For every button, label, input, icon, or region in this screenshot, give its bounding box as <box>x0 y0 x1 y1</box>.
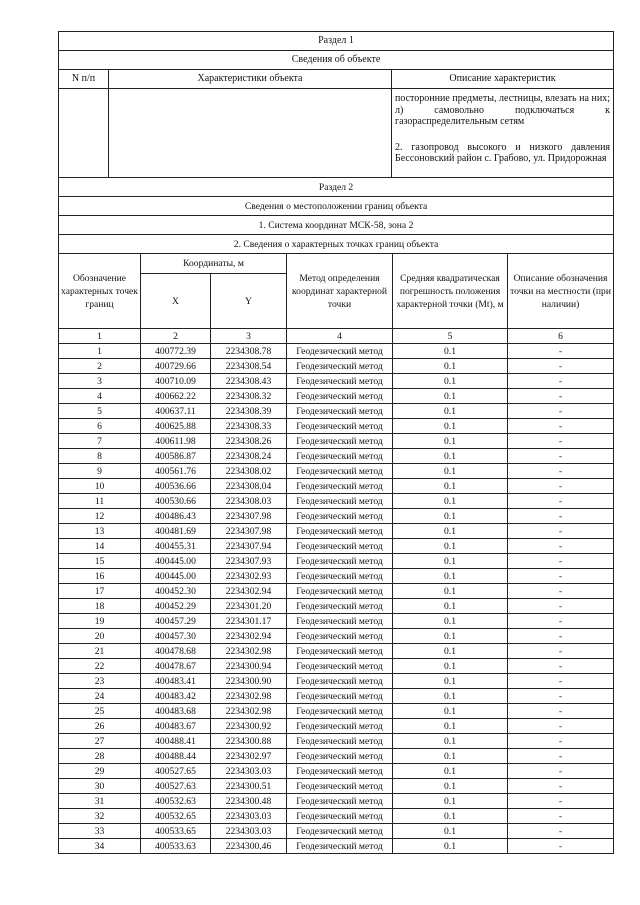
point-number: 2 <box>59 359 141 374</box>
x-coordinate: 400483.42 <box>141 689 211 704</box>
x-coordinate: 400532.63 <box>141 794 211 809</box>
table-row <box>59 779 614 794</box>
y-coordinate: 2234302.98 <box>211 704 287 719</box>
error-value: 0.1 <box>393 644 508 659</box>
point-description: - <box>508 419 614 434</box>
y-coordinate: 2234302.94 <box>211 629 287 644</box>
error-value: 0.1 <box>393 794 508 809</box>
section1-title-row <box>59 32 614 51</box>
y-coordinate: 2234301.20 <box>211 599 287 614</box>
x-coordinate: 400445.00 <box>141 554 211 569</box>
table-row <box>59 569 614 584</box>
error-value: 0.1 <box>393 539 508 554</box>
point-number: 33 <box>59 824 141 839</box>
method-value: Геодезический метод <box>287 419 393 434</box>
error-value: 0.1 <box>393 449 508 464</box>
error-value: 0.1 <box>393 674 508 689</box>
x-coordinate: 400481.69 <box>141 524 211 539</box>
table-row <box>59 659 614 674</box>
table-row <box>59 449 614 464</box>
error-value: 0.1 <box>393 524 508 539</box>
point-number: 30 <box>59 779 141 794</box>
points-table-body <box>59 344 614 854</box>
table-row <box>59 674 614 689</box>
y-coordinate: 2234303.03 <box>211 809 287 824</box>
point-number: 5 <box>59 404 141 419</box>
table-row <box>59 689 614 704</box>
point-number: 16 <box>59 569 141 584</box>
section1-subtitle-row <box>59 51 614 70</box>
error-value: 0.1 <box>393 404 508 419</box>
method-value: Геодезический метод <box>287 539 393 554</box>
point-number: 23 <box>59 674 141 689</box>
method-value: Геодезический метод <box>287 809 393 824</box>
point-number: 13 <box>59 524 141 539</box>
table-row <box>59 629 614 644</box>
point-description: - <box>508 629 614 644</box>
method-value: Геодезический метод <box>287 374 393 389</box>
error-value: 0.1 <box>393 554 508 569</box>
error-value: 0.1 <box>393 434 508 449</box>
error-value: 0.1 <box>393 764 508 779</box>
y-coordinate: 2234303.03 <box>211 764 287 779</box>
x-header: X <box>141 274 211 329</box>
col-characteristics-header: Характеристики объекта <box>109 70 392 89</box>
x-coordinate: 400457.30 <box>141 629 211 644</box>
point-description: - <box>508 809 614 824</box>
table-row <box>59 389 614 404</box>
point-description: - <box>508 794 614 809</box>
error-value: 0.1 <box>393 599 508 614</box>
y-coordinate: 2234300.94 <box>211 659 287 674</box>
table-row <box>59 644 614 659</box>
x-coordinate: 400527.65 <box>141 764 211 779</box>
method-value: Геодезический метод <box>287 509 393 524</box>
method-value: Геодезический метод <box>287 734 393 749</box>
x-coordinate: 400532.65 <box>141 809 211 824</box>
x-coordinate: 400455.31 <box>141 539 211 554</box>
point-number: 15 <box>59 554 141 569</box>
point-number: 11 <box>59 494 141 509</box>
column-number: 6 <box>508 329 614 344</box>
point-description: - <box>508 434 614 449</box>
section1-title: Раздел 1 <box>59 32 614 51</box>
point-description: - <box>508 464 614 479</box>
table-row <box>59 599 614 614</box>
empty-characteristics-cell <box>109 89 392 178</box>
point-number: 27 <box>59 734 141 749</box>
method-value: Геодезический метод <box>287 584 393 599</box>
point-number: 32 <box>59 809 141 824</box>
point-description: - <box>508 479 614 494</box>
point-number: 18 <box>59 599 141 614</box>
y-coordinate: 2234307.93 <box>211 554 287 569</box>
y-coordinate: 2234300.46 <box>211 839 287 854</box>
table-row <box>59 794 614 809</box>
y-coordinate: 2234308.26 <box>211 434 287 449</box>
point-description: - <box>508 719 614 734</box>
y-coordinate: 2234300.92 <box>211 719 287 734</box>
error-value: 0.1 <box>393 389 508 404</box>
x-coordinate: 400533.65 <box>141 824 211 839</box>
x-coordinate: 400445.00 <box>141 569 211 584</box>
point-number: 31 <box>59 794 141 809</box>
point-number: 20 <box>59 629 141 644</box>
point-number: 26 <box>59 719 141 734</box>
method-value: Геодезический метод <box>287 644 393 659</box>
point-number: 21 <box>59 644 141 659</box>
method-value: Геодезический метод <box>287 569 393 584</box>
point-description-header: Описание обозначения точки на местности (при наличии) <box>508 254 614 329</box>
point-number: 24 <box>59 689 141 704</box>
point-number: 7 <box>59 434 141 449</box>
y-coordinate: 2234308.02 <box>211 464 287 479</box>
table-row <box>59 554 614 569</box>
y-coordinate: 2234308.33 <box>211 419 287 434</box>
y-coordinate: 2234302.98 <box>211 644 287 659</box>
table-row <box>59 479 614 494</box>
error-value: 0.1 <box>393 824 508 839</box>
method-value: Геодезический метод <box>287 359 393 374</box>
method-value: Геодезический метод <box>287 434 393 449</box>
error-value: 0.1 <box>393 494 508 509</box>
point-description: - <box>508 524 614 539</box>
table-row <box>59 704 614 719</box>
x-coordinate: 400729.66 <box>141 359 211 374</box>
table-row <box>59 614 614 629</box>
method-value: Геодезический метод <box>287 344 393 359</box>
error-value: 0.1 <box>393 569 508 584</box>
x-coordinate: 400637.11 <box>141 404 211 419</box>
points-title: 2. Сведения о характерных точках границ объекта <box>59 235 614 254</box>
point-description: - <box>508 749 614 764</box>
x-coordinate: 400486.43 <box>141 509 211 524</box>
y-coordinate: 2234307.98 <box>211 509 287 524</box>
section1-subtitle: Сведения об объекте <box>59 51 614 70</box>
y-coordinate: 2234308.54 <box>211 359 287 374</box>
y-header: Y <box>211 274 287 329</box>
section2-title-row <box>59 178 614 197</box>
description-paragraph-1: посторонние предметы, лестницы, влезать на них; л) самовольно подключаться к газораспределительным сетям <box>395 93 611 127</box>
table-row <box>59 734 614 749</box>
point-description: - <box>508 839 614 854</box>
point-number: 22 <box>59 659 141 674</box>
table-row <box>59 359 614 374</box>
y-coordinate: 2234308.32 <box>211 389 287 404</box>
point-description: - <box>508 644 614 659</box>
x-coordinate: 400611.98 <box>141 434 211 449</box>
error-value: 0.1 <box>393 464 508 479</box>
section2-subtitle-row <box>59 197 614 216</box>
point-description: - <box>508 689 614 704</box>
method-value: Геодезический метод <box>287 479 393 494</box>
x-coordinate: 400533.63 <box>141 839 211 854</box>
section2-table <box>58 177 614 854</box>
section1-table <box>58 31 614 178</box>
error-value: 0.1 <box>393 749 508 764</box>
y-coordinate: 2234300.88 <box>211 734 287 749</box>
x-coordinate: 400625.88 <box>141 419 211 434</box>
column-number: 1 <box>59 329 141 344</box>
column-number: 5 <box>393 329 508 344</box>
error-value: 0.1 <box>393 614 508 629</box>
point-number: 19 <box>59 614 141 629</box>
method-value: Геодезический метод <box>287 464 393 479</box>
y-coordinate: 2234307.94 <box>211 539 287 554</box>
y-coordinate: 2234300.51 <box>211 779 287 794</box>
method-value: Геодезический метод <box>287 404 393 419</box>
method-value: Геодезический метод <box>287 389 393 404</box>
error-value: 0.1 <box>393 779 508 794</box>
table-row <box>59 749 614 764</box>
method-header: Метод определения координат характерной точки <box>287 254 393 329</box>
point-description: - <box>508 599 614 614</box>
table-row <box>59 374 614 389</box>
error-value: 0.1 <box>393 419 508 434</box>
method-value: Геодезический метод <box>287 779 393 794</box>
point-number: 10 <box>59 479 141 494</box>
y-coordinate: 2234301.17 <box>211 614 287 629</box>
column-number: 4 <box>287 329 393 344</box>
error-value: 0.1 <box>393 344 508 359</box>
x-coordinate: 400488.44 <box>141 749 211 764</box>
point-description: - <box>508 404 614 419</box>
table-row <box>59 509 614 524</box>
x-coordinate: 400530.66 <box>141 494 211 509</box>
empty-number-cell <box>59 89 109 178</box>
method-value: Геодезический метод <box>287 629 393 644</box>
method-value: Геодезический метод <box>287 599 393 614</box>
point-description: - <box>508 449 614 464</box>
x-coordinate: 400483.41 <box>141 674 211 689</box>
method-value: Геодезический метод <box>287 719 393 734</box>
method-value: Геодезический метод <box>287 614 393 629</box>
error-value: 0.1 <box>393 374 508 389</box>
error-value: 0.1 <box>393 734 508 749</box>
x-coordinate: 400488.41 <box>141 734 211 749</box>
y-coordinate: 2234302.94 <box>211 584 287 599</box>
error-value: 0.1 <box>393 509 508 524</box>
description-cell <box>392 89 614 178</box>
table-row <box>59 344 614 359</box>
table-row <box>59 404 614 419</box>
table-row <box>59 434 614 449</box>
y-coordinate: 2234302.98 <box>211 689 287 704</box>
point-description: - <box>508 584 614 599</box>
error-value: 0.1 <box>393 359 508 374</box>
method-value: Геодезический метод <box>287 749 393 764</box>
y-coordinate: 2234300.48 <box>211 794 287 809</box>
y-coordinate: 2234307.98 <box>211 524 287 539</box>
table-row <box>59 419 614 434</box>
method-value: Геодезический метод <box>287 704 393 719</box>
method-value: Геодезический метод <box>287 794 393 809</box>
y-coordinate: 2234308.39 <box>211 404 287 419</box>
section1-header-row <box>59 70 614 89</box>
point-description: - <box>508 539 614 554</box>
document-page <box>58 31 613 854</box>
point-number: 4 <box>59 389 141 404</box>
error-value: 0.1 <box>393 704 508 719</box>
table-row <box>59 764 614 779</box>
point-number: 14 <box>59 539 141 554</box>
y-coordinate: 2234308.24 <box>211 449 287 464</box>
point-number: 6 <box>59 419 141 434</box>
y-coordinate: 2234302.93 <box>211 569 287 584</box>
points-header-row-1 <box>59 254 614 274</box>
method-value: Геодезический метод <box>287 764 393 779</box>
x-coordinate: 400478.67 <box>141 659 211 674</box>
point-number: 17 <box>59 584 141 599</box>
point-number: 29 <box>59 764 141 779</box>
point-number: 28 <box>59 749 141 764</box>
table-row <box>59 524 614 539</box>
x-coordinate: 400478.68 <box>141 644 211 659</box>
point-description: - <box>508 554 614 569</box>
column-numbers-row <box>59 329 614 344</box>
point-description: - <box>508 704 614 719</box>
column-number: 2 <box>141 329 211 344</box>
table-row <box>59 839 614 854</box>
x-coordinate: 400536.66 <box>141 479 211 494</box>
table-row <box>59 824 614 839</box>
method-value: Геодезический метод <box>287 449 393 464</box>
point-description: - <box>508 614 614 629</box>
error-value: 0.1 <box>393 719 508 734</box>
table-row <box>59 719 614 734</box>
x-coordinate: 400662.22 <box>141 389 211 404</box>
method-value: Геодезический метод <box>287 689 393 704</box>
error-value: 0.1 <box>393 839 508 854</box>
y-coordinate: 2234300.90 <box>211 674 287 689</box>
error-value: 0.1 <box>393 689 508 704</box>
point-description: - <box>508 389 614 404</box>
y-coordinate: 2234308.04 <box>211 479 287 494</box>
points-title-row <box>59 235 614 254</box>
method-value: Геодезический метод <box>287 524 393 539</box>
method-value: Геодезический метод <box>287 494 393 509</box>
section1-content-row <box>59 89 614 178</box>
section2-subtitle: Сведения о местоположении границ объекта <box>59 197 614 216</box>
coords-header: Координаты, м <box>141 254 287 274</box>
table-row <box>59 464 614 479</box>
y-coordinate: 2234308.03 <box>211 494 287 509</box>
designation-header: Обозначение характерных точек границ <box>59 254 141 329</box>
error-value: 0.1 <box>393 584 508 599</box>
col-description-header: Описание характеристик <box>392 70 614 89</box>
point-description: - <box>508 344 614 359</box>
table-row <box>59 539 614 554</box>
point-description: - <box>508 659 614 674</box>
method-value: Геодезический метод <box>287 824 393 839</box>
section2-title: Раздел 2 <box>59 178 614 197</box>
coordinate-system: 1. Система координат МСК-58, зона 2 <box>59 216 614 235</box>
point-number: 12 <box>59 509 141 524</box>
y-coordinate: 2234308.43 <box>211 374 287 389</box>
x-coordinate: 400452.30 <box>141 584 211 599</box>
method-value: Геодезический метод <box>287 659 393 674</box>
point-description: - <box>508 569 614 584</box>
point-description: - <box>508 359 614 374</box>
y-coordinate: 2234308.78 <box>211 344 287 359</box>
error-value: 0.1 <box>393 659 508 674</box>
error-value: 0.1 <box>393 479 508 494</box>
point-description: - <box>508 509 614 524</box>
point-description: - <box>508 779 614 794</box>
point-description: - <box>508 494 614 509</box>
x-coordinate: 400561.76 <box>141 464 211 479</box>
point-description: - <box>508 674 614 689</box>
col-number-header: N п/п <box>59 70 109 89</box>
x-coordinate: 400710.09 <box>141 374 211 389</box>
x-coordinate: 400452.29 <box>141 599 211 614</box>
table-row <box>59 809 614 824</box>
x-coordinate: 400586.87 <box>141 449 211 464</box>
coordinate-system-row <box>59 216 614 235</box>
point-number: 34 <box>59 839 141 854</box>
error-header: Средняя квадратическая погрешность положения характерной точки (Мt), м <box>393 254 508 329</box>
x-coordinate: 400483.67 <box>141 719 211 734</box>
y-coordinate: 2234303.03 <box>211 824 287 839</box>
point-description: - <box>508 824 614 839</box>
point-description: - <box>508 374 614 389</box>
method-value: Геодезический метод <box>287 554 393 569</box>
table-row <box>59 584 614 599</box>
method-value: Геодезический метод <box>287 674 393 689</box>
method-value: Геодезический метод <box>287 839 393 854</box>
point-number: 25 <box>59 704 141 719</box>
point-number: 8 <box>59 449 141 464</box>
column-number: 3 <box>211 329 287 344</box>
x-coordinate: 400483.68 <box>141 704 211 719</box>
point-description: - <box>508 764 614 779</box>
description-paragraph-2: 2. газопровод высокого и низкого давления Бессоновский район с. Грабово, ул. Придорожная <box>395 141 611 164</box>
point-number: 3 <box>59 374 141 389</box>
error-value: 0.1 <box>393 809 508 824</box>
x-coordinate: 400527.63 <box>141 779 211 794</box>
point-description: - <box>508 734 614 749</box>
point-number: 9 <box>59 464 141 479</box>
error-value: 0.1 <box>393 629 508 644</box>
point-number: 1 <box>59 344 141 359</box>
y-coordinate: 2234302.97 <box>211 749 287 764</box>
table-row <box>59 494 614 509</box>
x-coordinate: 400772.39 <box>141 344 211 359</box>
x-coordinate: 400457.29 <box>141 614 211 629</box>
